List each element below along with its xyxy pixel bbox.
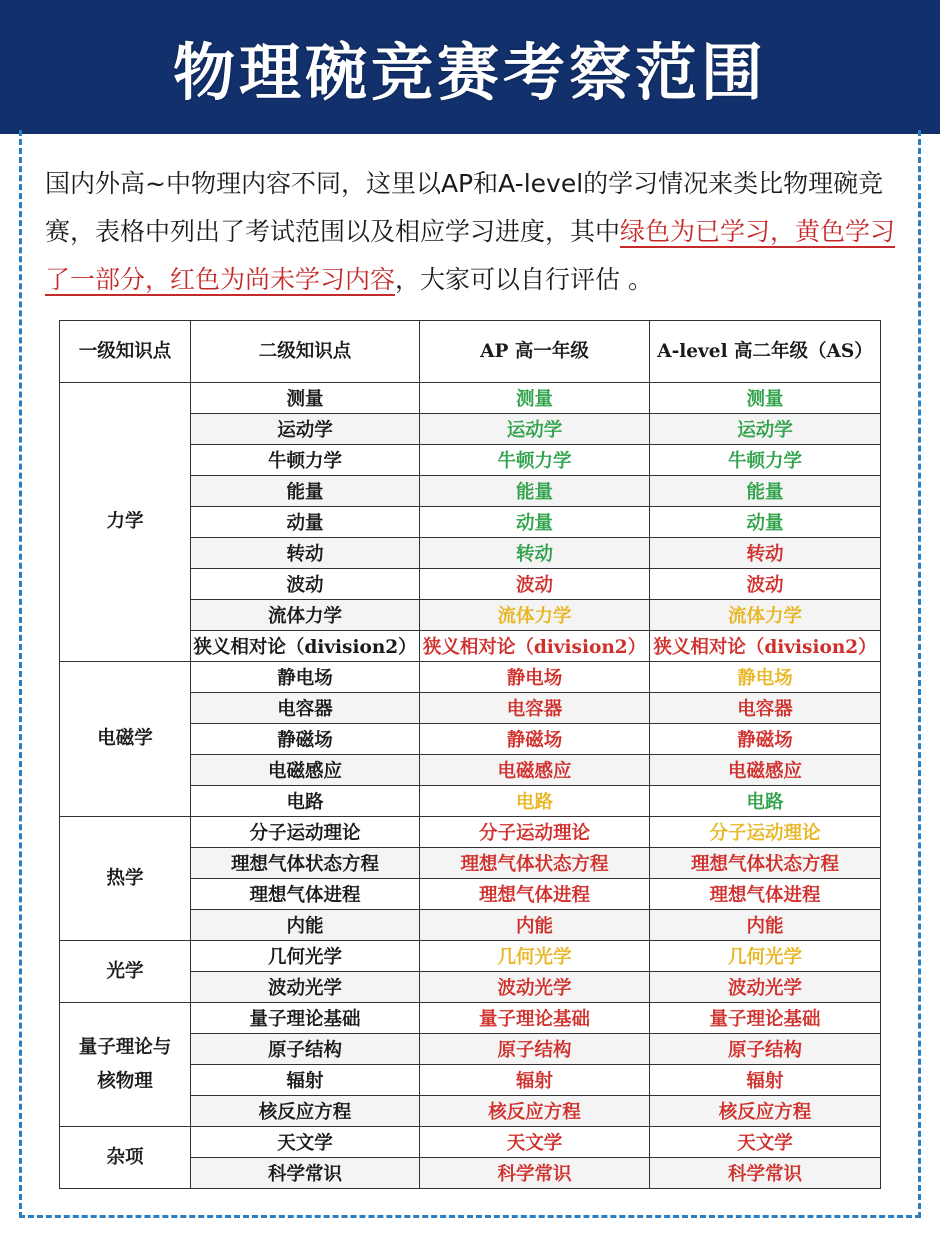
level2-topic: 波动光学 — [191, 972, 420, 1003]
alevel-status-cell: 几何光学 — [650, 941, 881, 972]
level2-topic: 测量 — [191, 383, 420, 414]
intro-color-legend: 绿色为已学习，黄色学习了一部分，红色为尚未学习内容 — [45, 217, 896, 294]
alevel-status-cell: 测量 — [650, 383, 881, 414]
ap-status-cell: 核反应方程 — [420, 1096, 650, 1127]
ap-status-cell: 原子结构 — [420, 1034, 650, 1065]
level2-topic: 科学常识 — [191, 1158, 420, 1189]
ap-status-cell: 流体力学 — [420, 600, 650, 631]
level2-topic: 分子运动理论 — [191, 817, 420, 848]
level1-topic: 电磁学 — [60, 662, 191, 817]
table-row — [60, 941, 881, 972]
level1-topic: 光学 — [60, 941, 191, 1003]
table-row — [60, 662, 881, 693]
level1-topic: 热学 — [60, 817, 191, 941]
ap-status-cell: 天文学 — [420, 1127, 650, 1158]
ap-status-cell: 波动光学 — [420, 972, 650, 1003]
level2-topic: 流体力学 — [191, 600, 420, 631]
table-row — [60, 1003, 881, 1034]
level2-topic: 电容器 — [191, 693, 420, 724]
level2-topic: 静磁场 — [191, 724, 420, 755]
table-row — [60, 1127, 881, 1158]
intro-text: 国内外高~中物理内容不同，这里以AP和A-level的学习情况来类比物理碗竞赛，表格中列出了考试范围以及相应学习进度，其中 — [45, 169, 884, 246]
level2-topic: 波动 — [191, 569, 420, 600]
header-alevel: A-level 高二年级（AS） — [650, 321, 881, 383]
header-ap: AP 高一年级 — [420, 321, 650, 383]
ap-status-cell: 理想气体状态方程 — [420, 848, 650, 879]
ap-status-cell: 辐射 — [420, 1065, 650, 1096]
intro-text-end: ，大家可以自行评估 。 — [395, 265, 653, 294]
level2-topic: 电磁感应 — [191, 755, 420, 786]
alevel-status-cell: 内能 — [650, 910, 881, 941]
level2-topic: 电路 — [191, 786, 420, 817]
ap-status-cell: 电磁感应 — [420, 755, 650, 786]
ap-status-cell: 转动 — [420, 538, 650, 569]
ap-status-cell: 量子理论基础 — [420, 1003, 650, 1034]
level2-topic: 几何光学 — [191, 941, 420, 972]
level2-topic: 牛顿力学 — [191, 445, 420, 476]
ap-status-cell: 理想气体进程 — [420, 879, 650, 910]
page-title: 物理碗竞赛考察范围 — [172, 35, 767, 109]
title-banner — [0, 0, 940, 134]
alevel-status-cell: 辐射 — [650, 1065, 881, 1096]
alevel-status-cell: 静电场 — [650, 662, 881, 693]
alevel-status-cell: 狭义相对论（division2） — [650, 631, 881, 662]
ap-status-cell: 动量 — [420, 507, 650, 538]
header-level2: 二级知识点 — [191, 321, 420, 383]
level2-topic: 理想气体进程 — [191, 879, 420, 910]
alevel-status-cell: 静磁场 — [650, 724, 881, 755]
level2-topic: 量子理论基础 — [191, 1003, 420, 1034]
table-body — [60, 383, 881, 1189]
syllabus-table — [59, 320, 881, 1189]
alevel-status-cell: 量子理论基础 — [650, 1003, 881, 1034]
level2-topic: 动量 — [191, 507, 420, 538]
intro-paragraph — [45, 160, 905, 304]
ap-status-cell: 静电场 — [420, 662, 650, 693]
alevel-status-cell: 原子结构 — [650, 1034, 881, 1065]
alevel-status-cell: 波动 — [650, 569, 881, 600]
alevel-status-cell: 理想气体状态方程 — [650, 848, 881, 879]
alevel-status-cell: 分子运动理论 — [650, 817, 881, 848]
alevel-status-cell: 牛顿力学 — [650, 445, 881, 476]
alevel-status-cell: 流体力学 — [650, 600, 881, 631]
level1-topic: 力学 — [60, 383, 191, 662]
ap-status-cell: 测量 — [420, 383, 650, 414]
ap-status-cell: 能量 — [420, 476, 650, 507]
level2-topic: 狭义相对论（division2） — [191, 631, 420, 662]
level2-topic: 辐射 — [191, 1065, 420, 1096]
ap-status-cell: 波动 — [420, 569, 650, 600]
level2-topic: 转动 — [191, 538, 420, 569]
level1-topic: 量子理论与核物理 — [60, 1003, 191, 1127]
ap-status-cell: 静磁场 — [420, 724, 650, 755]
alevel-status-cell: 核反应方程 — [650, 1096, 881, 1127]
level2-topic: 核反应方程 — [191, 1096, 420, 1127]
alevel-status-cell: 电容器 — [650, 693, 881, 724]
alevel-status-cell: 转动 — [650, 538, 881, 569]
level2-topic: 运动学 — [191, 414, 420, 445]
ap-status-cell: 运动学 — [420, 414, 650, 445]
alevel-status-cell: 运动学 — [650, 414, 881, 445]
ap-status-cell: 电容器 — [420, 693, 650, 724]
ap-status-cell: 狭义相对论（division2） — [420, 631, 650, 662]
level2-topic: 天文学 — [191, 1127, 420, 1158]
ap-status-cell: 电路 — [420, 786, 650, 817]
table-row — [60, 383, 881, 414]
level2-topic: 原子结构 — [191, 1034, 420, 1065]
table-header-row — [60, 321, 881, 383]
level2-topic: 静电场 — [191, 662, 420, 693]
ap-status-cell: 科学常识 — [420, 1158, 650, 1189]
level2-topic: 能量 — [191, 476, 420, 507]
alevel-status-cell: 电磁感应 — [650, 755, 881, 786]
header-level1: 一级知识点 — [60, 321, 191, 383]
alevel-status-cell: 能量 — [650, 476, 881, 507]
ap-status-cell: 内能 — [420, 910, 650, 941]
table-row — [60, 817, 881, 848]
level2-topic: 理想气体状态方程 — [191, 848, 420, 879]
alevel-status-cell: 电路 — [650, 786, 881, 817]
alevel-status-cell: 波动光学 — [650, 972, 881, 1003]
level2-topic: 内能 — [191, 910, 420, 941]
alevel-status-cell: 理想气体进程 — [650, 879, 881, 910]
level1-topic: 杂项 — [60, 1127, 191, 1189]
ap-status-cell: 分子运动理论 — [420, 817, 650, 848]
alevel-status-cell: 天文学 — [650, 1127, 881, 1158]
alevel-status-cell: 动量 — [650, 507, 881, 538]
alevel-status-cell: 科学常识 — [650, 1158, 881, 1189]
ap-status-cell: 牛顿力学 — [420, 445, 650, 476]
ap-status-cell: 几何光学 — [420, 941, 650, 972]
